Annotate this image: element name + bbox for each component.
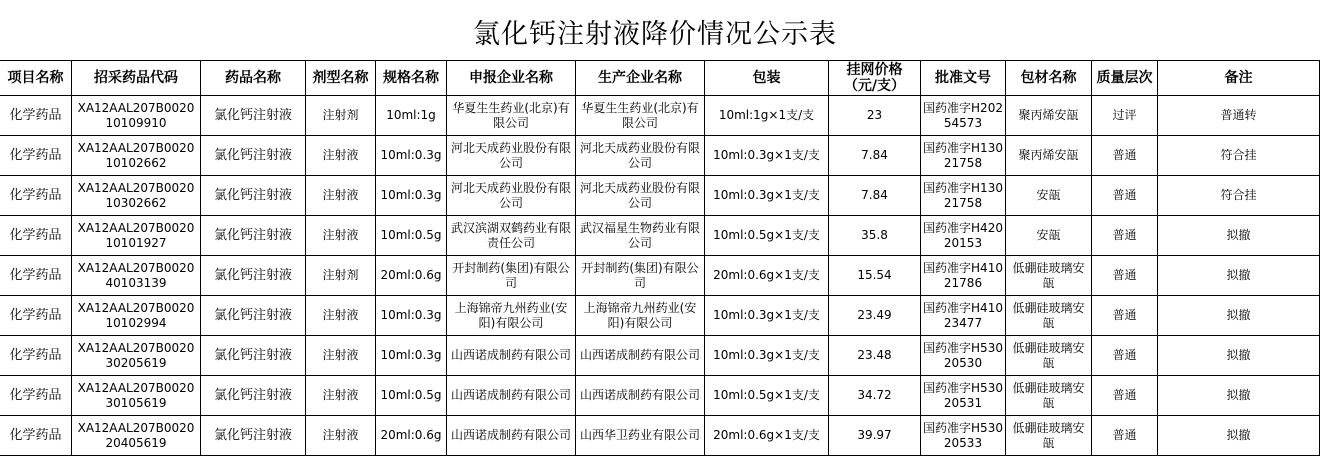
cell-quality: 普通 (1092, 296, 1158, 336)
cell-material: 低硼硅玻璃安瓿 (1006, 336, 1092, 376)
cell-code: XA12AAL207B002030105619 (72, 376, 201, 416)
col-header-spec: 规格名称 (376, 61, 447, 96)
cell-manufacturer: 上海锦帝九州药业(安阳)有限公司 (576, 296, 705, 336)
cell-material: 低硼硅玻璃安瓿 (1006, 416, 1092, 456)
cell-drug-name: 氯化钙注射液 (201, 376, 306, 416)
col-header-approval: 批准文号 (921, 61, 1006, 96)
cell-approval: 国药准字H20254573 (921, 96, 1006, 136)
cell-manufacturer: 山西诺成制药有限公司 (576, 336, 705, 376)
col-header-dosage-form: 剂型名称 (306, 61, 376, 96)
cell-material: 安瓿 (1006, 176, 1092, 216)
cell-dosage-form: 注射液 (306, 336, 376, 376)
cell-drug-name: 氯化钙注射液 (201, 416, 306, 456)
cell-quality: 普通 (1092, 176, 1158, 216)
header-row (0, 61, 1320, 96)
cell-applicant: 河北天成药业股份有限公司 (447, 136, 576, 176)
cell-quality: 普通 (1092, 376, 1158, 416)
cell-approval: 国药准字H13021758 (921, 136, 1006, 176)
cell-spec: 10ml:0.3g (376, 296, 447, 336)
cell-spec: 10ml:0.3g (376, 136, 447, 176)
table-row (0, 96, 1320, 136)
cell-drug-name: 氯化钙注射液 (201, 256, 306, 296)
cell-code: XA12AAL207B002010101927 (72, 216, 201, 256)
cell-drug-name: 氯化钙注射液 (201, 176, 306, 216)
cell-dosage-form: 注射剂 (306, 96, 376, 136)
cell-manufacturer: 河北天成药业股份有限公司 (576, 136, 705, 176)
cell-project: 化学药品 (0, 136, 72, 176)
cell-applicant: 武汉滨湖双鹤药业有限责任公司 (447, 216, 576, 256)
col-header-quality: 质量层次 (1092, 61, 1158, 96)
cell-quality: 普通 (1092, 256, 1158, 296)
cell-project: 化学药品 (0, 376, 72, 416)
cell-remark: 拟撤 (1158, 256, 1320, 296)
price-table (0, 60, 1320, 456)
cell-project: 化学药品 (0, 296, 72, 336)
col-header-code: 招采药品代码 (72, 61, 201, 96)
cell-manufacturer: 河北天成药业股份有限公司 (576, 176, 705, 216)
cell-dosage-form: 注射液 (306, 136, 376, 176)
cell-code: XA12AAL207B002010102662 (72, 136, 201, 176)
cell-manufacturer: 山西华卫药业有限公司 (576, 416, 705, 456)
cell-code: XA12AAL207B002040103139 (72, 256, 201, 296)
cell-package: 10ml:0.3g×1支/支 (705, 136, 829, 176)
cell-dosage-form: 注射液 (306, 216, 376, 256)
cell-material: 低硼硅玻璃安瓿 (1006, 376, 1092, 416)
cell-spec: 20ml:0.6g (376, 416, 447, 456)
table-row (0, 176, 1320, 216)
cell-quality: 普通 (1092, 416, 1158, 456)
cell-applicant: 开封制药(集团)有限公司 (447, 256, 576, 296)
cell-applicant: 华夏生生药业(北京)有限公司 (447, 96, 576, 136)
col-header-project: 项目名称 (0, 61, 72, 96)
cell-manufacturer: 开封制药(集团)有限公司 (576, 256, 705, 296)
col-header-price: 挂网价格（元/支） (829, 61, 921, 96)
cell-package: 10ml:0.3g×1支/支 (705, 296, 829, 336)
cell-package: 20ml:0.6g×1支/支 (705, 256, 829, 296)
cell-drug-name: 氯化钙注射液 (201, 216, 306, 256)
cell-approval: 国药准字H53020533 (921, 416, 1006, 456)
cell-price: 7.84 (829, 136, 921, 176)
cell-spec: 10ml:0.3g (376, 176, 447, 216)
cell-applicant: 山西诺成制药有限公司 (447, 336, 576, 376)
cell-code: XA12AAL207B002030205619 (72, 336, 201, 376)
cell-drug-name: 氯化钙注射液 (201, 96, 306, 136)
cell-approval: 国药准字H53020530 (921, 336, 1006, 376)
col-header-manufacturer: 生产企业名称 (576, 61, 705, 96)
col-header-package: 包装 (705, 61, 829, 96)
cell-remark: 拟撤 (1158, 336, 1320, 376)
cell-price: 15.54 (829, 256, 921, 296)
cell-quality: 普通 (1092, 136, 1158, 176)
table-row (0, 416, 1320, 456)
cell-spec: 10ml:0.3g (376, 336, 447, 376)
cell-price: 23 (829, 96, 921, 136)
cell-remark: 符合挂 (1158, 136, 1320, 176)
cell-spec: 10ml:0.5g (376, 376, 447, 416)
cell-price: 23.48 (829, 336, 921, 376)
cell-drug-name: 氯化钙注射液 (201, 136, 306, 176)
cell-approval: 国药准字H13021758 (921, 176, 1006, 216)
cell-project: 化学药品 (0, 416, 72, 456)
cell-package: 10ml:0.3g×1支/支 (705, 336, 829, 376)
cell-project: 化学药品 (0, 256, 72, 296)
cell-remark: 拟撤 (1158, 376, 1320, 416)
table-row (0, 296, 1320, 336)
cell-quality: 普通 (1092, 216, 1158, 256)
cell-dosage-form: 注射液 (306, 416, 376, 456)
col-header-material: 包材名称 (1006, 61, 1092, 96)
cell-remark: 拟撤 (1158, 416, 1320, 456)
cell-manufacturer: 华夏生生药业(北京)有限公司 (576, 96, 705, 136)
cell-spec: 20ml:0.6g (376, 256, 447, 296)
cell-drug-name: 氯化钙注射液 (201, 296, 306, 336)
col-header-remark: 备注 (1158, 61, 1320, 96)
cell-spec: 10ml:1g (376, 96, 447, 136)
cell-manufacturer: 武汉福星生物药业有限公司 (576, 216, 705, 256)
cell-package: 10ml:0.5g×1支/支 (705, 216, 829, 256)
cell-dosage-form: 注射液 (306, 176, 376, 216)
cell-project: 化学药品 (0, 96, 72, 136)
cell-applicant: 上海锦帝九州药业(安阳)有限公司 (447, 296, 576, 336)
cell-remark: 拟撤 (1158, 216, 1320, 256)
cell-quality: 普通 (1092, 336, 1158, 376)
cell-project: 化学药品 (0, 176, 72, 216)
cell-dosage-form: 注射液 (306, 376, 376, 416)
cell-spec: 10ml:0.5g (376, 216, 447, 256)
cell-project: 化学药品 (0, 336, 72, 376)
table-row (0, 256, 1320, 296)
cell-package: 20ml:0.6g×1支/支 (705, 416, 829, 456)
col-header-drug-name: 药品名称 (201, 61, 306, 96)
table-row (0, 336, 1320, 376)
table-row (0, 376, 1320, 416)
cell-material: 聚丙烯安瓿 (1006, 96, 1092, 136)
cell-manufacturer: 山西诺成制药有限公司 (576, 376, 705, 416)
cell-price: 7.84 (829, 176, 921, 216)
cell-remark: 符合挂 (1158, 176, 1320, 216)
cell-package: 10ml:0.5g×1支/支 (705, 376, 829, 416)
cell-price: 23.49 (829, 296, 921, 336)
cell-dosage-form: 注射剂 (306, 256, 376, 296)
table-row (0, 216, 1320, 256)
cell-approval: 国药准字H41023477 (921, 296, 1006, 336)
cell-drug-name: 氯化钙注射液 (201, 336, 306, 376)
cell-material: 安瓿 (1006, 216, 1092, 256)
cell-material: 低硼硅玻璃安瓿 (1006, 256, 1092, 296)
cell-code: XA12AAL207B002010109910 (72, 96, 201, 136)
cell-price: 39.97 (829, 416, 921, 456)
page-title: 氯化钙注射液降价情况公示表 (473, 19, 837, 50)
cell-code: XA12AAL207B002010102994 (72, 296, 201, 336)
cell-quality: 过评 (1092, 96, 1158, 136)
cell-approval: 国药准字H41021786 (921, 256, 1006, 296)
cell-remark: 普通转 (1158, 96, 1320, 136)
cell-price: 34.72 (829, 376, 921, 416)
col-header-applicant: 申报企业名称 (447, 61, 576, 96)
cell-price: 35.8 (829, 216, 921, 256)
cell-code: XA12AAL207B002010302662 (72, 176, 201, 216)
cell-code: XA12AAL207B002020405619 (72, 416, 201, 456)
cell-project: 化学药品 (0, 216, 72, 256)
cell-material: 低硼硅玻璃安瓿 (1006, 296, 1092, 336)
cell-applicant: 山西诺成制药有限公司 (447, 376, 576, 416)
cell-applicant: 河北天成药业股份有限公司 (447, 176, 576, 216)
cell-approval: 国药准字H53020531 (921, 376, 1006, 416)
cell-material: 聚丙烯安瓿 (1006, 136, 1092, 176)
cell-package: 10ml:0.3g×1支/支 (705, 176, 829, 216)
cell-remark: 拟撤 (1158, 296, 1320, 336)
cell-approval: 国药准字H42020153 (921, 216, 1006, 256)
table-row (0, 136, 1320, 176)
cell-applicant: 山西诺成制药有限公司 (447, 416, 576, 456)
cell-package: 10ml:1g×1支/支 (705, 96, 829, 136)
cell-dosage-form: 注射液 (306, 296, 376, 336)
